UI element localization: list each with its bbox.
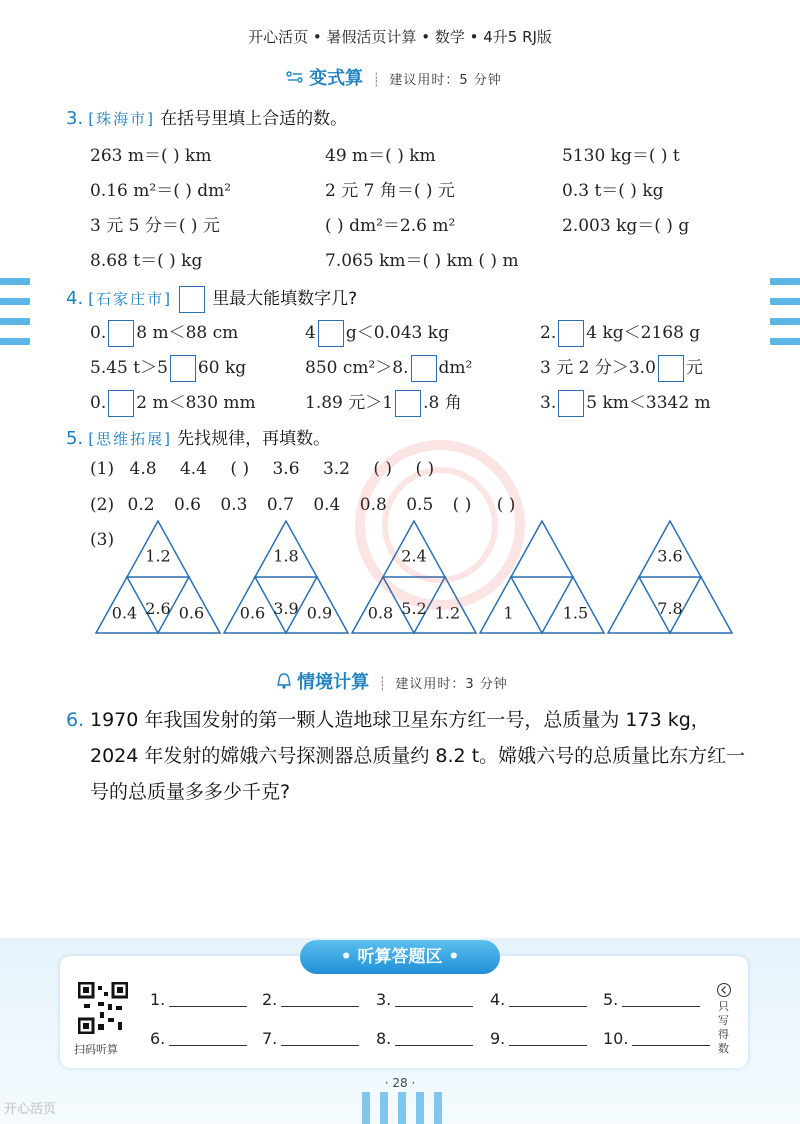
answer-slot-8[interactable]: 8.: [376, 1029, 473, 1048]
triangle-cell-right: 0.9: [306, 603, 333, 623]
q5-part-3-label: (3): [90, 530, 115, 550]
answer-slot-3[interactable]: 3.: [376, 990, 473, 1009]
triangle-puzzle: [96, 521, 220, 633]
digit-box[interactable]: [558, 320, 584, 347]
question-3-header: [66, 104, 347, 129]
side-decoration-left: [0, 278, 30, 358]
question-number: 4.: [66, 288, 84, 309]
q4-item: 1.89 元＞1 .8 角: [305, 388, 462, 417]
triangle-cell-top: 1.8: [273, 546, 299, 566]
page-header: 开心活页 • 暑假活页计算 • 数学 • 4升5 RJ版: [248, 28, 552, 46]
q3-item[interactable]: 7.065 km＝( ) km ( ) m: [325, 251, 519, 271]
digit-box[interactable]: [558, 390, 584, 417]
question-tag: [石家庄市]: [88, 290, 172, 308]
side-decoration-right: [770, 278, 800, 358]
triangle-cell-mid: 7.8: [657, 598, 683, 618]
q5-part-2: (2) 0.2 0.6 0.3 0.7 0.4 0.8 0.5 ( ) ( ): [90, 495, 516, 515]
q4-item: 5.45 t＞5 60 kg: [90, 353, 246, 382]
qr-label: 扫码听算: [74, 1043, 118, 1056]
q3-item[interactable]: 5130 kg＝( ) t: [562, 146, 680, 166]
q3-item[interactable]: ( ) dm²＝2.6 m²: [325, 216, 456, 236]
answer-slot-6[interactable]: 6.: [150, 1029, 247, 1048]
q3-item[interactable]: 0.3 t＝( ) kg: [562, 181, 664, 201]
digit-box[interactable]: [108, 390, 134, 417]
triangle-cell-mid: 5.2: [401, 598, 427, 618]
q4-item: 2. 4 kg＜2168 g: [540, 318, 700, 347]
q4-item: 0. 2 m＜830 mm: [90, 388, 256, 417]
answer-slot-9[interactable]: 9.: [490, 1029, 587, 1048]
answer-slot-1[interactable]: 1.: [150, 990, 247, 1009]
answer-slot-5[interactable]: 5.: [603, 990, 700, 1009]
q4-item: 3. 5 km＜3342 m: [540, 388, 711, 417]
section-variant-calc: 变式算 ┊ 建议用时：5 分钟: [286, 64, 502, 90]
answer-slot-7[interactable]: 7.: [262, 1029, 359, 1048]
question-number: 3.: [66, 108, 84, 129]
q3-item[interactable]: 8.68 t＝( ) kg: [90, 251, 203, 271]
triangle-cell-left: 0.8: [367, 603, 394, 623]
section-title: 情境计算: [297, 672, 370, 693]
question-text: 先找规律，再填数。: [177, 429, 331, 449]
triangle-puzzle: [608, 521, 732, 633]
q5-part-1: (1) 4.8 4.4 ( ) 3.6 3.2 ( ) ( ): [90, 459, 435, 479]
q3-item[interactable]: 49 m＝( ) km: [325, 146, 436, 166]
digit-box[interactable]: [318, 320, 344, 347]
bell-icon: [276, 673, 297, 692]
triangle-cell-mid: 3.9: [273, 598, 299, 618]
bottom-bar: [398, 1092, 406, 1124]
digit-box[interactable]: [658, 355, 684, 382]
q3-item[interactable]: 0.16 m²＝( ) dm²: [90, 181, 232, 201]
question-4-header: [66, 284, 357, 313]
answer-slot-10[interactable]: 10.: [603, 1029, 710, 1048]
triangle-cell-top: 1.2: [145, 546, 171, 566]
answer-slot-2[interactable]: 2.: [262, 990, 359, 1009]
triangle-cell-mid: 2.6: [145, 598, 171, 618]
section-hint: 建议用时：3 分钟: [395, 677, 508, 692]
side-note: 只写得数: [718, 1000, 729, 1055]
q4-item: 0. 8 m＜88 cm: [90, 318, 238, 347]
digit-box[interactable]: [108, 320, 134, 347]
question-6-number: 6.: [66, 709, 85, 731]
question-5-header: [66, 424, 330, 449]
question-tag: [珠海市]: [88, 110, 155, 128]
triangle-cell-left: 0.4: [111, 603, 138, 623]
bottom-bar: [434, 1092, 442, 1124]
triangle-cell-left: 1: [503, 603, 514, 623]
q3-item[interactable]: 2.003 kg＝( ) g: [562, 216, 690, 236]
triangle-cell-top: 2.4: [401, 546, 427, 566]
question-tag: [思维拓展]: [88, 430, 172, 448]
triangle-cell-right: 1.2: [434, 603, 461, 623]
answer-panel-title: • 听算答题区 •: [300, 940, 500, 974]
q3-item[interactable]: 3 元 5 分＝( ) 元: [90, 216, 220, 236]
formula-icon: [286, 69, 309, 88]
question-6-text: 1970 年我国发射的第一颗人造地球卫星东方红一号，总质量为 173 kg，2024 年发射的嫦娥六号探测器总质量约 8.2 t。嫦娥六号的总质量比东方红一号的总质量多多少千克?: [90, 709, 746, 803]
digit-box[interactable]: [395, 390, 421, 417]
bottom-bar: [380, 1092, 388, 1124]
digit-box[interactable]: [170, 355, 196, 382]
section-title: 变式算: [309, 68, 364, 89]
triangle-cell-top: 3.6: [657, 546, 683, 566]
question-text: 在括号里填上合适的数。: [160, 109, 348, 129]
qr-code[interactable]: [78, 982, 128, 1034]
answer-slot-4[interactable]: 4.: [490, 990, 587, 1009]
q3-item[interactable]: 2 元 7 角＝( ) 元: [325, 181, 455, 201]
digit-box[interactable]: [411, 355, 437, 382]
bottom-bar: [362, 1092, 370, 1124]
q4-item: 4 g＜0.043 kg: [305, 318, 449, 347]
answer-box: [179, 286, 205, 313]
footer-logo: 开心活页: [4, 1102, 57, 1117]
page-number: · 28 ·: [384, 1076, 416, 1090]
triangle-cell-right: 0.6: [178, 603, 205, 623]
q4-item: 3 元 2 分＞3.0 元: [540, 353, 703, 382]
question-text: 里最大能填数字几?: [212, 289, 358, 309]
section-scenario-calc: 情境计算 ┊ 建议用时：3 分钟: [276, 668, 508, 694]
question-number: 5.: [66, 428, 84, 449]
section-hint: 建议用时：5 分钟: [389, 73, 502, 88]
q4-item: 850 cm²＞8. dm²: [305, 353, 472, 382]
triangle-cell-right: 1.5: [562, 603, 589, 623]
q3-item[interactable]: 263 m＝( ) km: [90, 146, 212, 166]
triangle-cell-left: 0.6: [239, 603, 266, 623]
bottom-bar: [416, 1092, 424, 1124]
chevron-left-icon: [716, 982, 732, 1002]
